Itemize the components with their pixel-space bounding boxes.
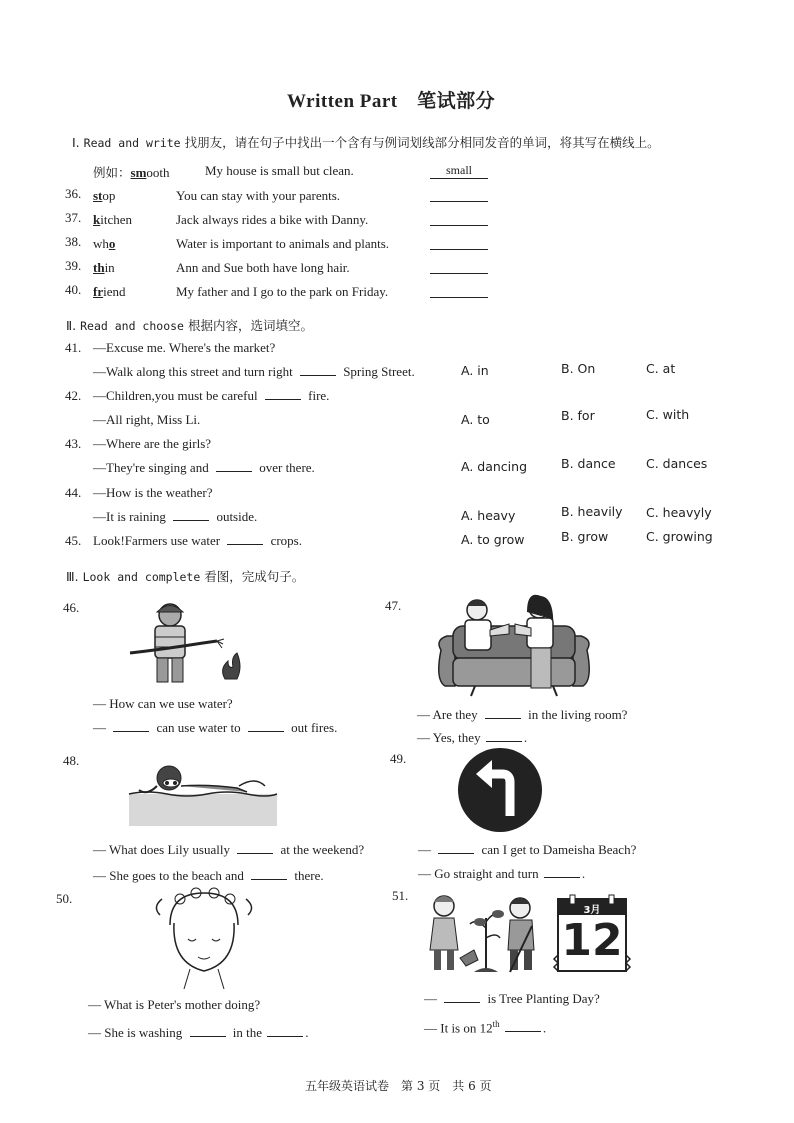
q49-line1-b: can I get to Dameisha Beach? <box>481 842 637 857</box>
q38-word-underlined: o <box>108 236 116 251</box>
q38-answer-blank[interactable] <box>430 249 488 250</box>
q51-line2 <box>424 1019 546 1036</box>
section2-heading <box>66 316 313 334</box>
tree-planting-picture <box>420 888 550 980</box>
q50-line2 <box>88 1025 309 1041</box>
q51-line2-b: . <box>542 1020 547 1036</box>
swimmer-picture <box>127 756 279 828</box>
q41-option-b[interactable]: B. On <box>561 361 596 376</box>
q38-sentence: Water is important to animals and plants. <box>176 236 390 251</box>
q45-number: 45. <box>65 533 82 548</box>
q45-line1-b: crops. <box>270 533 302 548</box>
q44-option-a[interactable]: A. heavy <box>461 508 516 523</box>
q51-blank2[interactable] <box>505 1031 541 1032</box>
q41-line2-b: Spring Street. <box>343 364 415 379</box>
q36-word-underlined: st <box>93 188 103 203</box>
q46-blank2[interactable] <box>248 731 284 732</box>
q42-line1 <box>93 388 329 404</box>
section1-heading <box>72 133 660 151</box>
page-title: Written Part 笔试部分 <box>287 91 496 112</box>
q50-line1: — What is Peter's mother doing? <box>88 997 261 1012</box>
q40-number: 40. <box>65 282 82 297</box>
q48-line2-b: there. <box>294 868 324 883</box>
example-word-rest: ooth <box>146 165 170 180</box>
q44-blank[interactable] <box>173 520 209 521</box>
q43-blank[interactable] <box>216 471 252 472</box>
section3-heading-en: Look and complete <box>82 570 201 584</box>
q50-number: 50. <box>56 891 73 906</box>
q37-word <box>93 212 132 228</box>
q46-line2-c: out fires. <box>291 720 338 735</box>
q47-blank1[interactable] <box>485 718 521 719</box>
q50-line2-a: — She is washing <box>88 1025 183 1040</box>
example-label: 例如： <box>93 165 131 180</box>
q51-line1 <box>424 991 600 1007</box>
q38-number: 38. <box>65 234 82 249</box>
q36-sentence: You can stay with your parents. <box>176 188 341 203</box>
q39-answer-blank[interactable] <box>430 273 488 274</box>
q42-blank[interactable] <box>265 399 301 400</box>
turn-left-sign-icon <box>456 746 544 834</box>
q39-word-rest: in <box>104 260 115 275</box>
q36-word-rest: op <box>102 188 116 203</box>
q45-blank[interactable] <box>227 544 263 545</box>
q41-blank[interactable] <box>300 375 336 376</box>
q42-line1-a: —Children,you must be careful <box>93 388 258 403</box>
q46-line2-b: can use water to <box>156 720 241 735</box>
q39-number: 39. <box>65 258 82 273</box>
q44-line2 <box>93 509 257 525</box>
example-row <box>93 163 170 181</box>
q40-word <box>93 284 126 300</box>
q43-line1: —Where are the girls? <box>93 436 212 451</box>
q37-sentence: Jack always rides a bike with Danny. <box>176 212 369 227</box>
q43-line2 <box>93 460 315 476</box>
q49-line2-b: . <box>581 866 586 881</box>
section2-roman: Ⅱ. <box>66 318 77 333</box>
q40-word-underlined: fr <box>93 284 104 299</box>
q49-blank2[interactable] <box>544 877 580 878</box>
q49-number: 49. <box>390 751 407 766</box>
example-answer: small <box>430 163 488 179</box>
q48-line1-b: at the weekend? <box>280 842 365 857</box>
q37-word-rest: itchen <box>100 212 132 227</box>
q38-word-pre: wh <box>93 236 109 251</box>
q43-line2-a: —They're singing and <box>93 460 209 475</box>
q41-line1: —Excuse me. Where's the market? <box>93 340 276 355</box>
q43-line2-b: over there. <box>259 460 315 475</box>
example-sentence: My house is small but clean. <box>205 163 354 178</box>
q50-blank1[interactable] <box>190 1036 226 1037</box>
q51-blank1[interactable] <box>444 1002 480 1003</box>
q38-word <box>93 236 115 252</box>
q49-dash: — <box>418 842 431 857</box>
q51-dash: — <box>424 991 437 1006</box>
q51-superscript: th <box>492 1019 500 1029</box>
section1-heading-cn: 找朋友，请在句子中找出一个含有与例词划线部分相同发音的单词，将其写在横线上。 <box>184 135 660 150</box>
q50-line2-c: . <box>305 1025 309 1040</box>
section3-roman: Ⅲ. <box>66 569 79 584</box>
q44-line1: —How is the weather? <box>93 485 213 500</box>
page-footer: 五年级英语试卷 第 3 页 共 6 页 <box>305 1079 492 1093</box>
calendar-day: 12 <box>561 915 623 966</box>
q41-line2 <box>93 364 415 380</box>
q41-option-c[interactable]: C. at <box>646 361 676 376</box>
q44-option-c[interactable]: C. heavyly <box>646 505 712 520</box>
q47-blank2[interactable] <box>486 741 522 742</box>
q44-line2-a: —It is raining <box>93 509 166 524</box>
q51-number: 51. <box>392 888 409 903</box>
firefighter-picture <box>125 597 245 685</box>
q48-blank2[interactable] <box>251 879 287 880</box>
q48-line1 <box>93 842 364 858</box>
q36-number: 36. <box>65 186 82 201</box>
q41-number: 41. <box>65 340 82 355</box>
q50-line2-b: in the <box>232 1025 262 1040</box>
q50-blank2[interactable] <box>267 1036 303 1037</box>
q48-line2-a: — She goes to the beach and <box>93 868 244 883</box>
q39-sentence: Ann and Sue both have long hair. <box>176 260 350 275</box>
section2-heading-cn: 根据内容，选词填空。 <box>187 318 313 333</box>
q44-line2-b: outside. <box>216 509 258 524</box>
q46-line1: — How can we use water? <box>93 696 233 711</box>
q49-line2-a: — Go straight and turn <box>418 866 539 881</box>
q42-line1-b: fire. <box>308 388 330 403</box>
q41-line2-a: —Walk along this street and turn right <box>93 364 293 379</box>
q45-line1 <box>93 533 302 549</box>
q40-answer-blank[interactable] <box>430 297 488 298</box>
q49-blank1[interactable] <box>438 853 474 854</box>
q36-answer-blank[interactable] <box>430 201 488 202</box>
example-word-underlined: sm <box>130 165 147 180</box>
calendar-icon <box>552 893 632 975</box>
q48-blank1[interactable] <box>237 853 273 854</box>
q47-line1-a: — Are they <box>417 707 478 722</box>
q46-blank1[interactable] <box>113 731 149 732</box>
section2-heading-en: Read and choose <box>80 319 184 333</box>
q42-option-a[interactable]: A. to <box>461 412 490 427</box>
section1-roman: Ⅰ. <box>72 135 80 150</box>
q45-option-a[interactable]: A. to grow <box>461 532 525 547</box>
q47-line1 <box>417 707 627 723</box>
calendar-month: 3月 <box>583 905 601 916</box>
q40-word-rest: iend <box>103 284 126 299</box>
q47-line2 <box>417 730 527 746</box>
q46-line2 <box>93 720 337 736</box>
q37-word-underlined: k <box>93 212 101 227</box>
q42-number: 42. <box>65 388 82 403</box>
q43-option-b[interactable]: B. dance <box>561 456 616 471</box>
q45-option-c[interactable]: C. growing <box>646 529 713 544</box>
sofa-children-picture <box>435 590 593 700</box>
q39-word <box>93 260 115 276</box>
q47-number: 47. <box>385 598 402 613</box>
q47-line2-b: . <box>523 730 528 745</box>
q45-option-b[interactable]: B. grow <box>561 529 609 544</box>
section3-heading-cn: 看图，完成句子。 <box>204 569 305 584</box>
q48-line2 <box>93 868 324 884</box>
q46-dash: — <box>93 720 106 735</box>
q41-option-a[interactable]: A. in <box>461 363 489 378</box>
q43-option-c[interactable]: C. dances <box>646 456 708 471</box>
q42-option-b[interactable]: B. for <box>561 408 595 423</box>
hair-washing-picture <box>140 885 268 989</box>
q44-number: 44. <box>65 485 82 500</box>
q51-line1-b: is Tree Planting Day? <box>487 991 600 1006</box>
q51-line2-a: — It is on 12 <box>424 1020 493 1036</box>
q46-number: 46. <box>63 600 80 615</box>
q48-line1-a: — What does Lily usually <box>93 842 230 857</box>
q39-word-underlined: th <box>93 260 105 275</box>
q42-line2: —All right, Miss Li. <box>93 412 201 427</box>
q40-sentence: My father and I go to the park on Friday. <box>176 284 389 299</box>
q45-line1-a: Look!Farmers use water <box>93 533 221 548</box>
q44-option-b[interactable]: B. heavily <box>561 504 623 519</box>
q37-number: 37. <box>65 210 82 225</box>
q37-answer-blank[interactable] <box>430 225 488 226</box>
q48-number: 48. <box>63 753 80 768</box>
q42-option-c[interactable]: C. with <box>646 407 690 422</box>
q49-line2 <box>418 866 585 882</box>
section3-heading <box>66 567 304 585</box>
q47-line1-b: in the living room? <box>528 707 628 722</box>
q43-number: 43. <box>65 436 82 451</box>
q36-word <box>93 188 115 204</box>
section1-heading-en: Read and write <box>83 136 181 150</box>
q43-option-a[interactable]: A. dancing <box>461 459 527 474</box>
q47-line2-a: — Yes, they <box>417 730 481 745</box>
q49-line1 <box>418 842 636 858</box>
